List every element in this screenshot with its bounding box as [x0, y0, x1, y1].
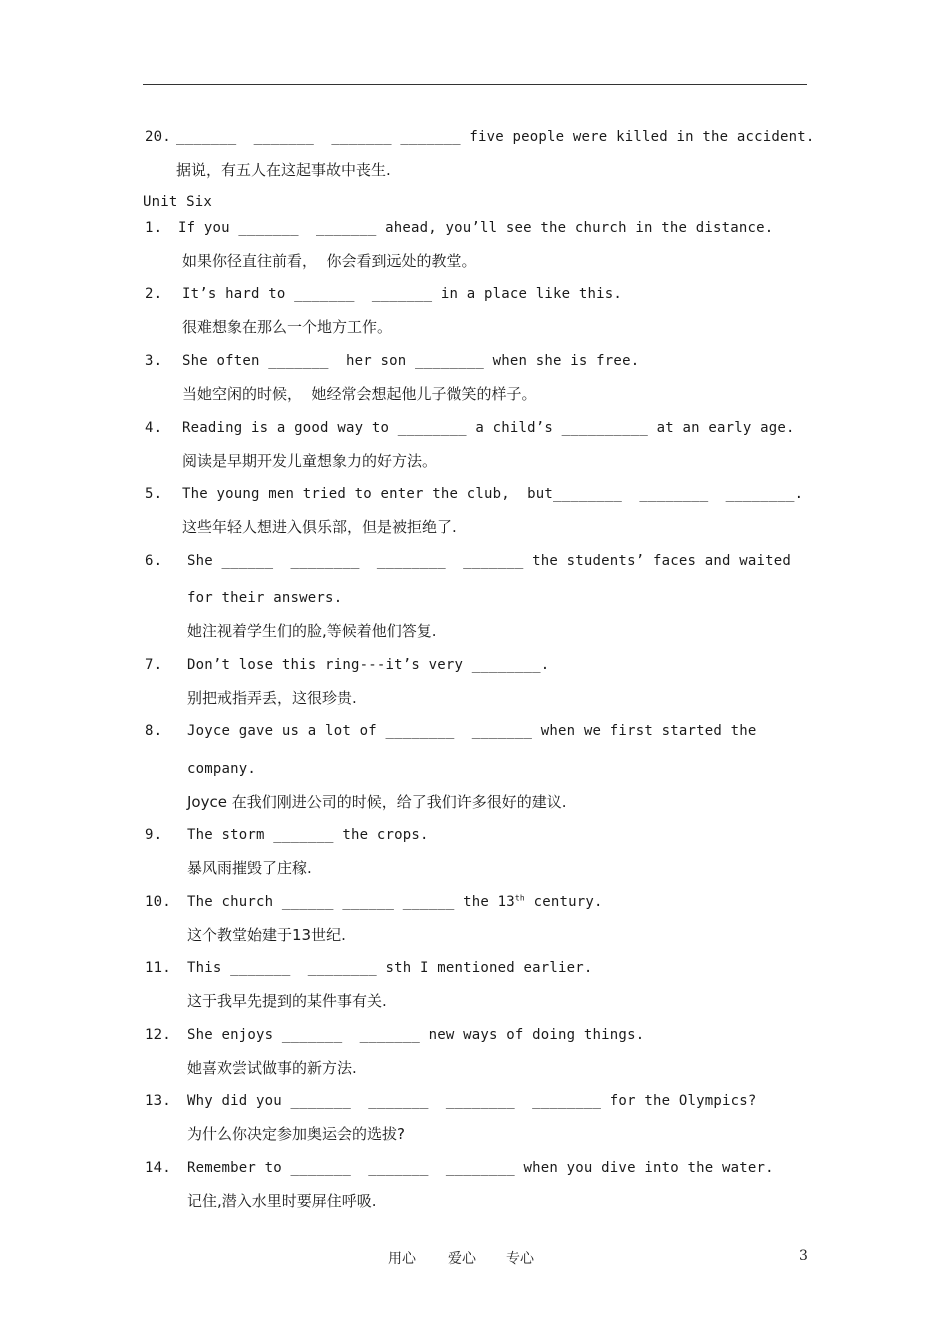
item-20-english: _______ _______ _______ _______ five people were killed in the accident.	[176, 129, 815, 145]
item-20-chinese: 据说，有五人在这起事故中丧生.	[176, 161, 391, 179]
item-english-part: The church ______ ______ ______ the 13	[187, 894, 515, 910]
item-number: 10.	[145, 894, 171, 910]
ordinal-suffix: th	[514, 893, 525, 903]
item-english: She enjoys _______ _______ new ways of doing things.	[187, 1027, 645, 1043]
item-number: 5.	[145, 486, 163, 502]
item-english: Joyce gave us a lot of ________ _______ when we first started the	[187, 723, 757, 739]
item-chinese: 她喜欢尝试做事的新方法.	[187, 1059, 357, 1077]
item-number: 4.	[145, 420, 163, 436]
item-english-continued: for their answers.	[187, 590, 343, 606]
item-english: Reading is a good way to ________ a child’s __________ at an early age.	[182, 420, 795, 436]
item-number: 8.	[145, 723, 163, 739]
item-english: Don’t lose this ring---it’s very ________.	[187, 657, 550, 673]
item-chinese: 这个教堂始建于13世纪.	[187, 926, 346, 944]
item-english-continued: company.	[187, 761, 257, 777]
item-english: She ______ ________ ________ _______ the students’ faces and waited	[187, 553, 792, 569]
item-number: 3.	[145, 353, 163, 369]
item-english: It’s hard to _______ _______ in a place like this.	[182, 286, 623, 302]
item-number: 13.	[145, 1093, 171, 1109]
item-number: 9.	[145, 827, 163, 843]
footer-text-middle: 爱心	[448, 1251, 476, 1267]
item-english	[187, 893, 603, 911]
footer-text-left: 用心	[388, 1251, 416, 1267]
section-title: Unit Six	[143, 194, 213, 210]
item-chinese: 暴风雨摧毁了庄稼.	[187, 859, 312, 877]
item-chinese: 这于我早先提到的某件事有关.	[187, 992, 387, 1010]
item-chinese: 别把戒指弄丢，这很珍贵.	[187, 689, 357, 707]
item-chinese: 她注视着学生们的脸,等候着他们答复.	[187, 622, 437, 640]
item-english: Remember to _______ _______ ________ when you dive into the water.	[187, 1160, 774, 1176]
footer-text-right: 专心	[506, 1251, 534, 1267]
item-english: She often _______ her son ________ when she is free.	[182, 353, 640, 369]
item-chinese: 如果你径直往前看， 你会看到远处的教堂。	[182, 252, 477, 270]
item-number: 14.	[145, 1160, 171, 1176]
item-english: This _______ ________ sth I mentioned earlier.	[187, 960, 593, 976]
item-english: The storm _______ the crops.	[187, 827, 429, 843]
item-chinese: 为什么你决定参加奥运会的选拔?	[187, 1125, 405, 1143]
item-english: Why did you _______ _______ ________ ________ for the Olympics?	[187, 1093, 757, 1109]
item-chinese: 很难想象在那么一个地方工作。	[182, 318, 393, 336]
item-20-number: 20.	[145, 129, 171, 145]
item-number: 1.	[145, 220, 163, 236]
item-english-part: century.	[524, 894, 603, 910]
item-english: If you _______ _______ ahead, you’ll see the church in the distance.	[178, 220, 774, 236]
item-chinese: 记住,潜入水里时要屏住呼吸.	[187, 1192, 377, 1210]
item-chinese: 当她空闲的时候， 她经常会想起他儿子微笑的样子。	[182, 385, 537, 403]
item-chinese: 阅读是早期开发儿童想象力的好方法。	[182, 452, 438, 470]
item-english: The young men tried to enter the club, but________ ________ ________.	[182, 486, 804, 502]
item-chinese: 这些年轻人想进入俱乐部，但是被拒绝了.	[182, 518, 457, 536]
header-rule	[143, 84, 807, 85]
item-number: 6.	[145, 553, 163, 569]
item-number: 7.	[145, 657, 163, 673]
page-number: 3	[799, 1248, 808, 1264]
item-chinese: Joyce 在我们刚进公司的时候，给了我们许多很好的建议.	[187, 793, 567, 811]
item-number: 2.	[145, 286, 163, 302]
item-number: 11.	[145, 960, 171, 976]
item-number: 12.	[145, 1027, 171, 1043]
